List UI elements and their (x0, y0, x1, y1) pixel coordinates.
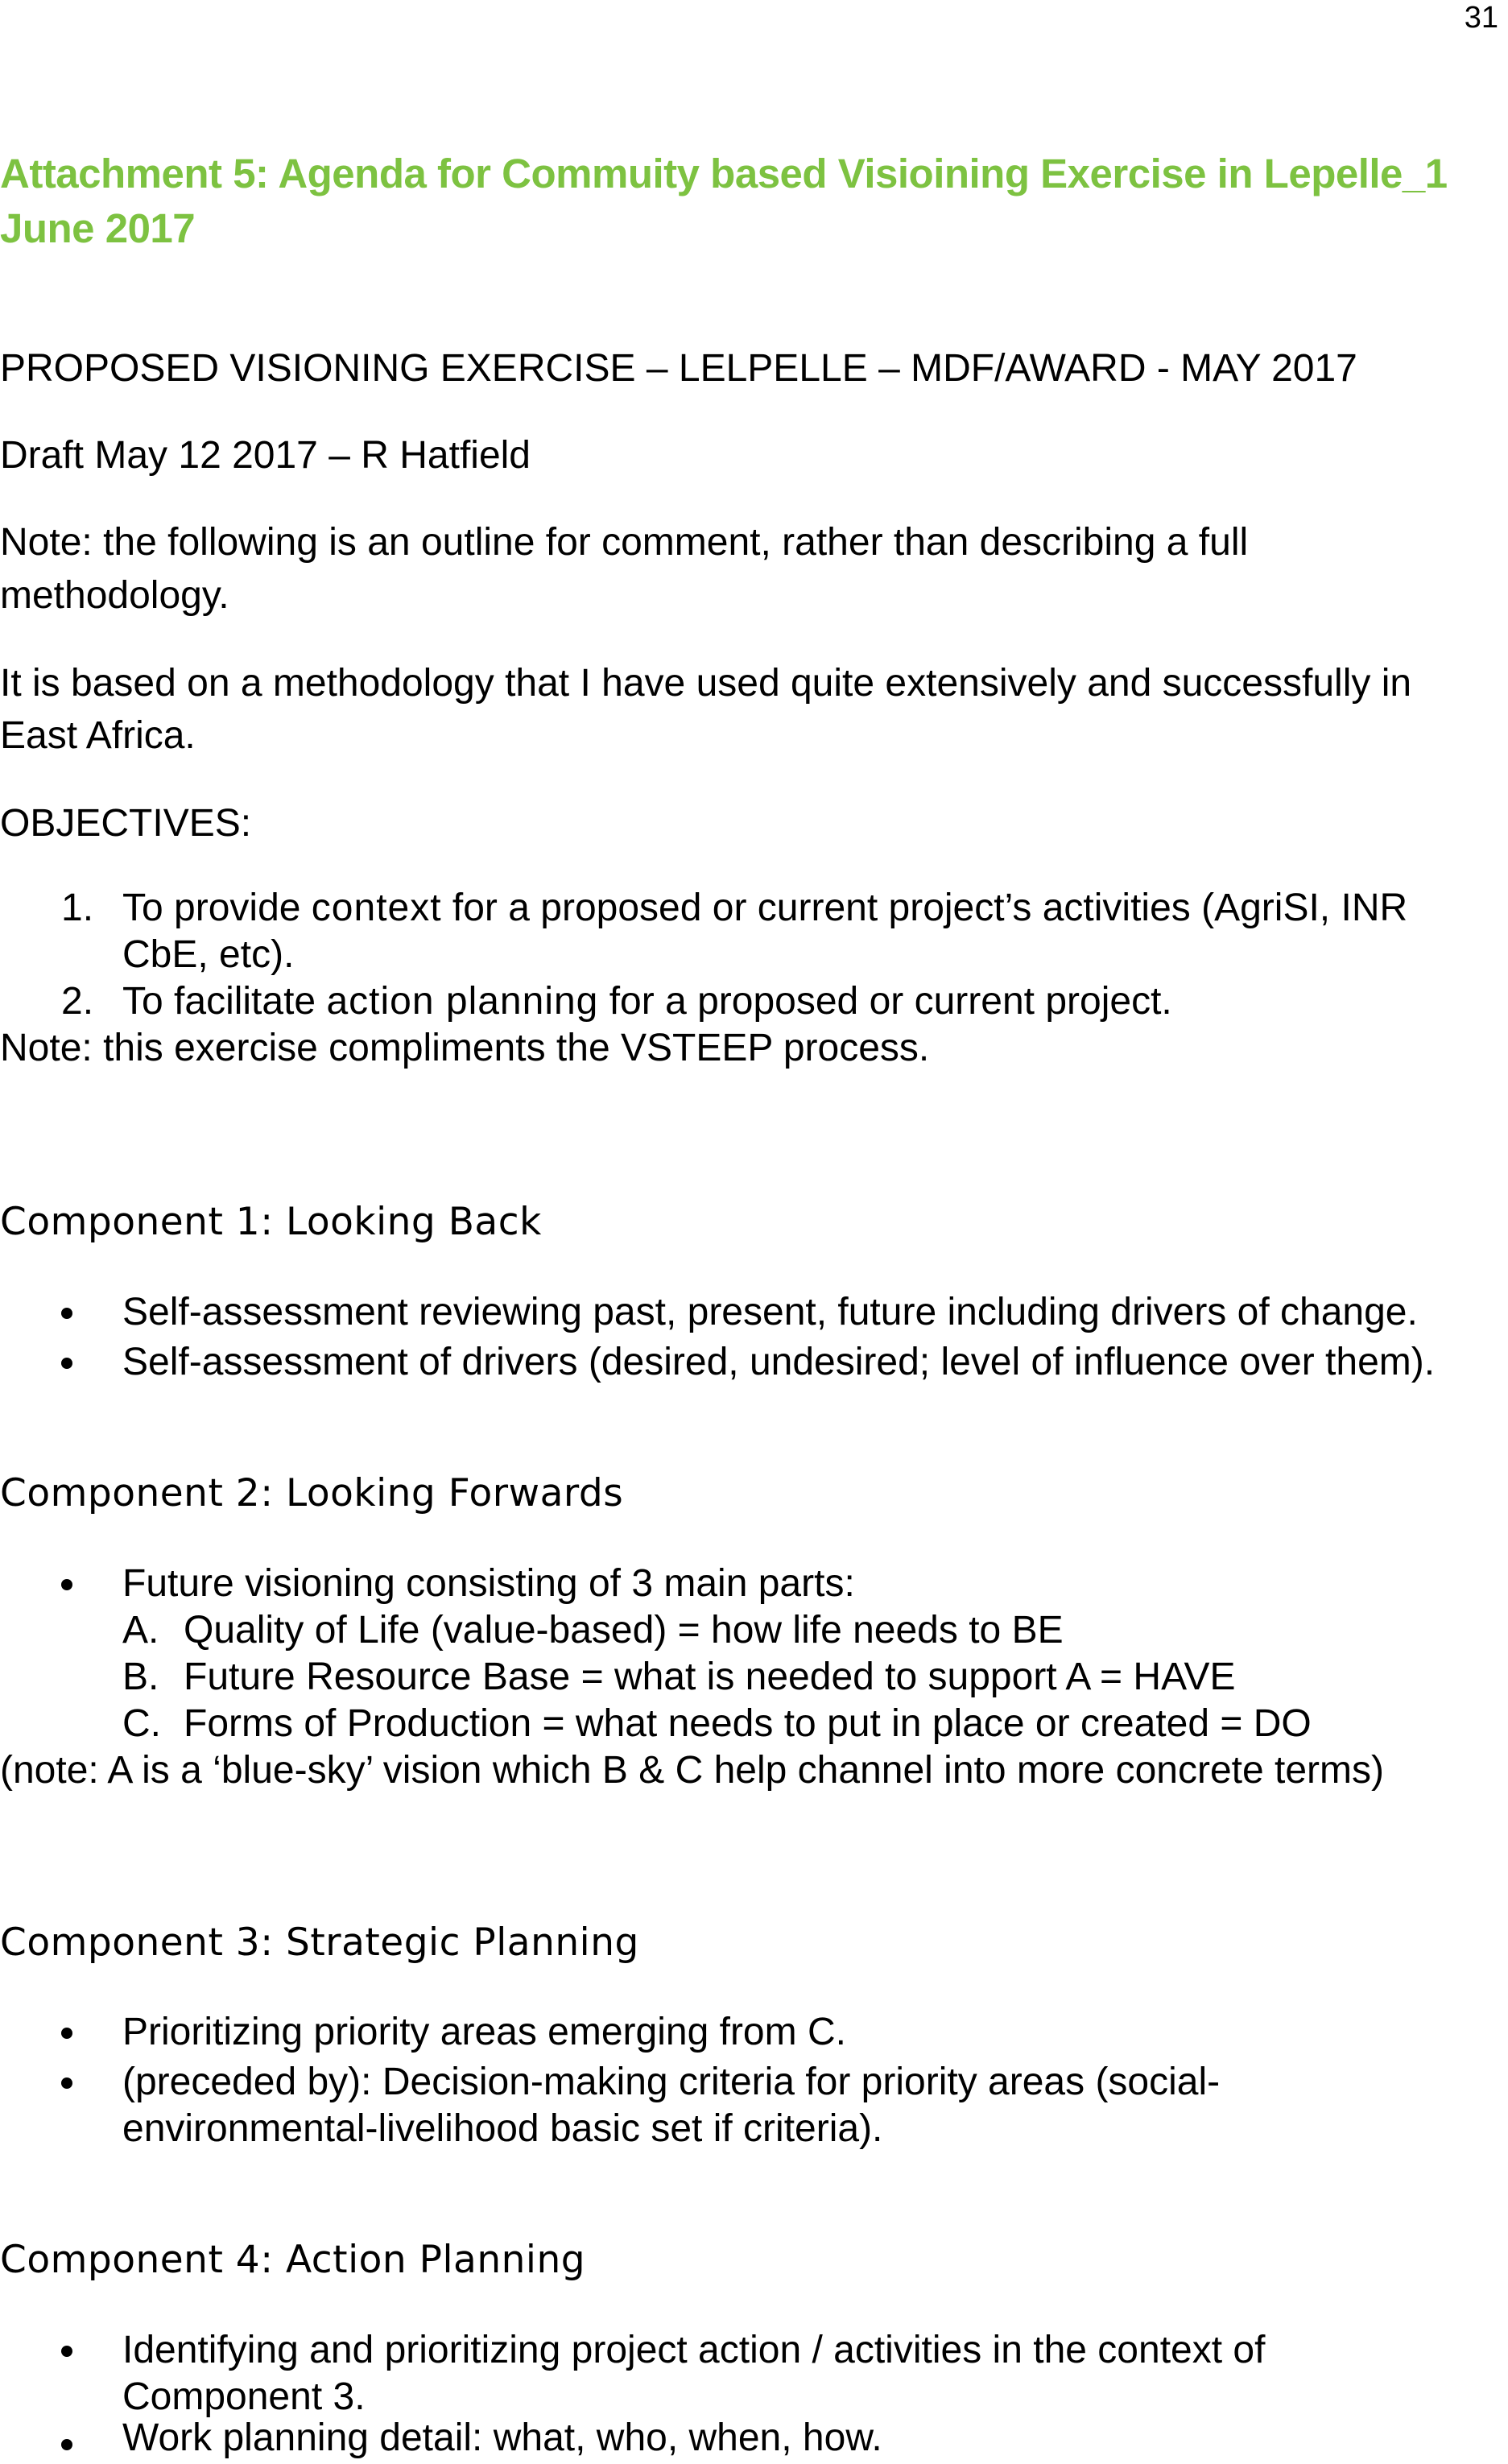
note-line-2: methodology. (0, 574, 229, 617)
sub-item-b-marker: B. (122, 1656, 159, 1698)
component-3-bullet-1: Prioritizing priority areas emerging from C. (122, 2011, 846, 2053)
component-4-bullet-1-line-2: Component 3. (122, 2375, 366, 2418)
page-number: 31 (1464, 1, 1498, 35)
objective-1-keyword: context (311, 887, 442, 929)
objective-1-marker: 1. (61, 887, 94, 929)
sub-item-c-text: Forms of Production = what needs to put in place or created = DO (184, 1702, 1312, 1745)
sub-item-a-text: Quality of Life (value-based) = how life needs to BE (184, 1609, 1064, 1652)
based-line-1: It is based on a methodology that I have used quite extensively and successfully in (0, 662, 1412, 705)
sub-item-a-marker: A. (122, 1609, 159, 1652)
bullet-icon (61, 2077, 72, 2089)
bullet-icon (61, 1308, 72, 1319)
attachment-heading: Attachment 5: Agenda for Commuity based Visioining Exercise in Lepelle_1 June 2017 (0, 151, 1448, 251)
objectives-note: Note: this exercise compliments the VSTEEP process. (0, 1027, 930, 1069)
component-1-title: Component 1: Looking Back (0, 1200, 542, 1244)
objective-2-lead: To facilitate (122, 980, 327, 1023)
component-3-title: Component 3: Strategic Planning (0, 1920, 639, 1965)
component-2-title: Component 2: Looking Forwards (0, 1471, 624, 1515)
component-1-bullet-1: Self-assessment reviewing past, present, future including drivers of change. (122, 1291, 1418, 1333)
objective-2-marker: 2. (61, 980, 94, 1023)
objective-2-keyword: action planning (326, 980, 599, 1023)
draft-line: Draft May 12 2017 – R Hatfield (0, 434, 531, 477)
note-line-1: Note: the following is an outline for comment, rather than describing a full (0, 521, 1249, 564)
bullet-icon (61, 2028, 72, 2039)
component-4-bullet-2: Work planning detail: what, who, when, how. (122, 2416, 882, 2459)
component-2-bullet: Future visioning consisting of 3 main parts: (122, 1562, 855, 1605)
component-2-note: (note: A is a ‘blue-sky’ vision which B & C help channel into more concrete terms) (0, 1749, 1384, 1792)
component-1-bullet-2: Self-assessment of drivers (desired, undesired; level of influence over them). (122, 1341, 1436, 1383)
bullet-icon (61, 2439, 72, 2450)
sub-item-b-text: Future Resource Base = what is needed to support A = HAVE (184, 1656, 1236, 1698)
sub-item-c-marker: C. (122, 1702, 161, 1745)
objective-1-line-2: CbE, etc). (122, 933, 295, 976)
objective-2-rest: for a proposed or current project. (598, 980, 1172, 1023)
objective-1-line-1 (122, 885, 1407, 932)
component-3-bullet-2-line-2: environmental-livelihood basic set if criteria). (122, 2107, 883, 2150)
objectives-label: OBJECTIVES: (0, 802, 252, 845)
objective-1-lead: To provide (122, 887, 312, 929)
component-4-title: Component 4: Action Planning (0, 2238, 586, 2282)
component-3-bullet-2-line-1: (preceded by): Decision-making criteria for priority areas (social- (122, 2061, 1221, 2103)
bullet-icon (61, 1579, 72, 1590)
bullet-icon (61, 1358, 72, 1369)
based-line-2: East Africa. (0, 714, 196, 757)
component-4-bullet-1-line-1: Identifying and prioritizing project action / activities in the context of (122, 2329, 1266, 2371)
objective-1-rest: for a proposed or current project’s activities (AgriSI, INR (441, 887, 1408, 929)
proposal-title: PROPOSED VISIONING EXERCISE – LELPELLE – MDF/AWARD - MAY 2017 (0, 347, 1357, 390)
bullet-icon (61, 2346, 72, 2357)
objective-2-line-1 (122, 978, 1172, 1025)
